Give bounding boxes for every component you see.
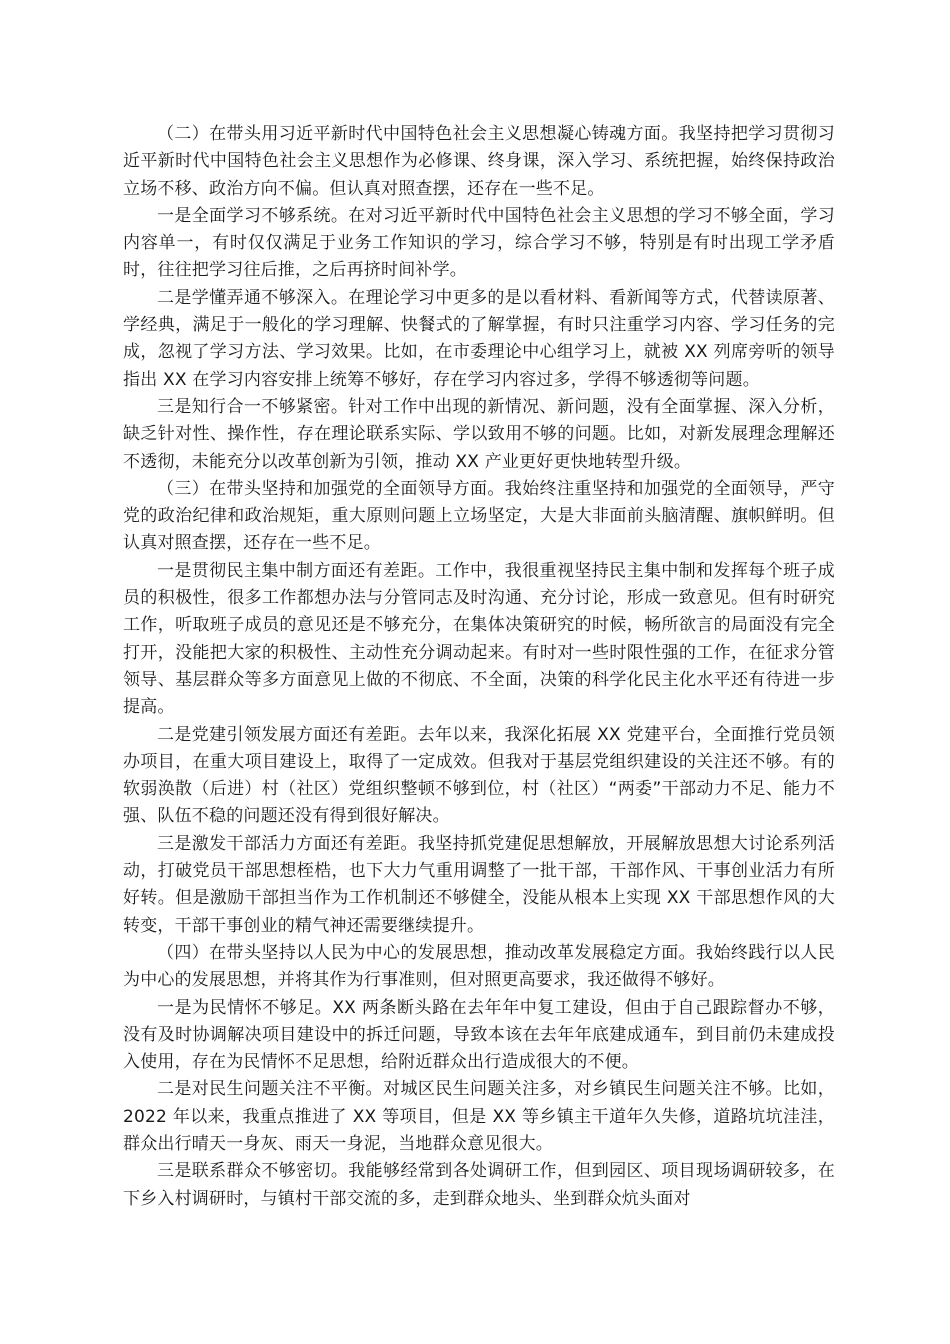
section-4-point-3-paragraph: 三是联系群众不够密切。我能够经常到各处调研工作，但到园区、项目现场调研较多，在下乡入村调研时，与镇村干部交流的多，走到群众地头、坐到群众炕头面对 (123, 1161, 835, 1209)
document-body (123, 121, 835, 1213)
section-4-point-2-paragraph: 二是对民生问题关注不平衡。对城区民生问题关注多，对乡镇民生问题关注不够。比如，2022 年以来，我重点推进了 XX 等项目，但是 XX 等乡镇主干道年久失修，道路坑坑洼洼，群众出行晴天一身灰、雨天一身泥，当地群众意见很大。 (123, 1079, 835, 1154)
section-3-point-2-paragraph: 二是党建引领发展方面还有差距。去年以来，我深化拓展 XX 党建平台，全面推行党员领办项目，在重大项目建设上，取得了一定成效。但我对于基层党组织建设的关注还不够。有的软弱涣散（后进）村（社区）党组织整顿不够到位，村（社区）“两委”干部动力不足、能力不强、队伍不稳的问题还没有得到很好解决。 (123, 724, 835, 827)
section-2-point-2-paragraph: 二是学懂弄通不够深入。在理论学习中更多的是以看材料、看新闻等方式，代替读原著、学经典，满足于一般化的学习理解、快餐式的了解掌握，有时只注重学习内容、学习任务的完成，忽视了学习方法、学习效果。比如，在市委理论中心组学习上，就被 XX 列席旁听的领导指出 XX 在学习内容安排上统筹不够好，存在学习内容过多，学得不够透彻等问题。 (123, 287, 835, 390)
section-4-heading-paragraph: （四）在带头坚持以人民为中心的发展思想，推动改革发展稳定方面。我始终践行以人民为中心的发展思想，并将其作为行事准则，但对照更高要求，我还做得不够好。 (123, 942, 835, 991)
section-2-heading-paragraph: （二）在带头用习近平新时代中国特色社会主义思想凝心铸魂方面。我坚持把学习贯彻习近平新时代中国特色社会主义思想作为必修课、终身课，深入学习、系统把握，始终保持政治立场不移、政治方向不偏。但认真对照查摆，还存在一些不足。 (123, 124, 835, 199)
section-2-point-3-paragraph: 三是知行合一不够紧密。针对工作中出现的新情况、新问题，没有全面掌握、深入分析，缺乏针对性、操作性，存在理论联系实际、学以致用不够的问题。比如，对新发展理念理解还不透彻，未能充分以改革创新为引领，推动 XX 产业更好更快地转型升级。 (123, 396, 835, 472)
section-2-point-1-paragraph: 一是全面学习不够系统。在对习近平新时代中国特色社会主义思想的学习不够全面，学习内容单一，有时仅仅满足于业务工作知识的学习，综合学习不够，特别是有时出现工学矛盾时，往往把学习往后推，之后再挤时间补学。 (123, 205, 835, 281)
section-3-point-1-paragraph: 一是贯彻民主集中制方面还有差距。工作中，我很重视坚持民主集中制和发挥每个班子成员的积极性，很多工作都想办法与分管同志及时沟通、充分讨论，形成一致意见。但有时研究工作，听取班子成员的意见还是不够充分，在集体决策研究的时候，畅所欲言的局面没有完全打开，没能把大家的积极性、主动性充分调动起来。有时对一些时限性强的工作，在征求分管领导、基层群众等多方面意见上做的不彻底、不全面，决策的科学化民主化水平还有待进一步提高。 (123, 560, 835, 718)
section-3-heading-paragraph: （三）在带头坚持和加强党的全面领导方面。我始终注重坚持和加强党的全面领导，严守党的政治纪律和政治规矩，重大原则问题上立场坚定，大是大非面前头脑清醒、旗帜鲜明。但认真对照查摆，还存在一些不足。 (123, 478, 835, 554)
section-4-point-1-paragraph: 一是为民情怀不够足。XX 两条断头路在去年年中复工建设，但由于自己跟踪督办不够，没有及时协调解决项目建设中的拆迁问题，导致本该在去年年底建成通车，到目前仍未建成投入使用，存在为民情怀不足思想，给附近群众出行造成很大的不便。 (123, 997, 835, 1073)
section-3-point-3-paragraph: 三是激发干部活力方面还有差距。我坚持抓党建促思想解放，开展解放思想大讨论系列活动，打破党员干部思想桎梏，也下大力气重用调整了一批干部，干部作风、干事创业活力有所好转。但是激励干部担当作为工作机制还不够健全，没能从根本上实现 XX 干部思想作风的大转变，干部干事创业的精气神还需要继续提升。 (123, 833, 835, 936)
